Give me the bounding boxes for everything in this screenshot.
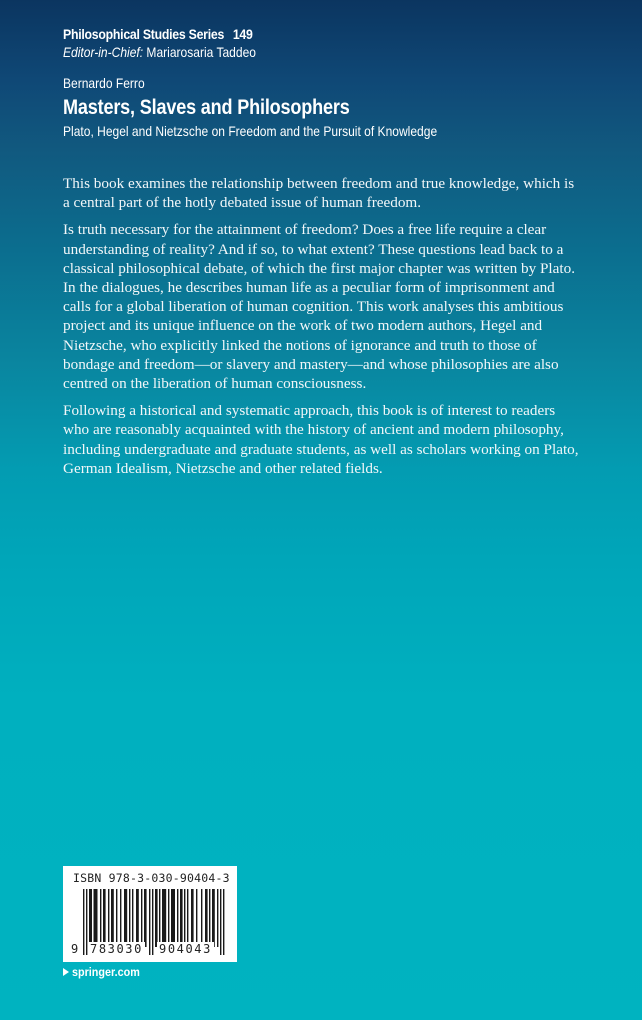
barcode-digit-group-2: 904043 bbox=[159, 942, 212, 956]
series-number: 149 bbox=[232, 26, 253, 42]
series-name: Philosophical Studies Series bbox=[63, 26, 225, 42]
book-author: Bernardo Ferro bbox=[63, 75, 145, 91]
isbn-label: ISBN 978-3-030-90404-3 bbox=[73, 871, 230, 885]
blurb-paragraph: Following a historical and systematic approach, this book is of interest to readers who are reasonably acquainted with the history of ancient and modern philosophy, including undergraduate and graduate students, as well as scholars working on Plato, German Idealism, Nietzsche and other related fields. bbox=[63, 402, 579, 477]
book-blurb bbox=[63, 174, 583, 486]
barcode-digit-first: 9 bbox=[71, 942, 79, 956]
triangle-right-icon bbox=[63, 968, 69, 976]
editor-label: Editor-in-Chief: bbox=[63, 44, 144, 60]
blurb-paragraph: Is truth necessary for the attainment of freedom? Does a free life require a clear understanding of reality? And if so, to what extent? These questions lead back to a classical philosophical debate, of which the first major chapter was written by Plato. In the dialogues, he describes human life as a peculiar form of imprisonment and calls for a global liberation of human cognition. This work analyses this ambitious project and its unique influence on the work of two modern authors, Hegel and Nietzsche, who explicitly linked the notions of ignorance and truth to those of bondage and freedom—or slavery and mastery—and whose philosophies are also centred on the liberation of human consciousness. bbox=[63, 221, 576, 393]
publisher-link-text: springer.com bbox=[72, 965, 140, 979]
editor-name: Mariarosaria Taddeo bbox=[146, 44, 256, 60]
editor-line bbox=[63, 44, 545, 61]
blurb-paragraph: This book examines the relationship between freedom and true knowledge, which is a central part of the hotly debated issue of human freedom. bbox=[63, 175, 575, 212]
cover-header bbox=[63, 26, 623, 140]
book-title: Masters, Slaves and Philosophers bbox=[63, 96, 350, 119]
series-line bbox=[63, 26, 556, 43]
publisher-link[interactable] bbox=[63, 965, 147, 979]
barcode-digit-group-1: 783030 bbox=[90, 942, 143, 956]
book-subtitle: Plato, Hegel and Nietzsche on Freedom and the Pursuit of Knowledge bbox=[63, 123, 438, 139]
isbn-barcode bbox=[63, 866, 237, 962]
